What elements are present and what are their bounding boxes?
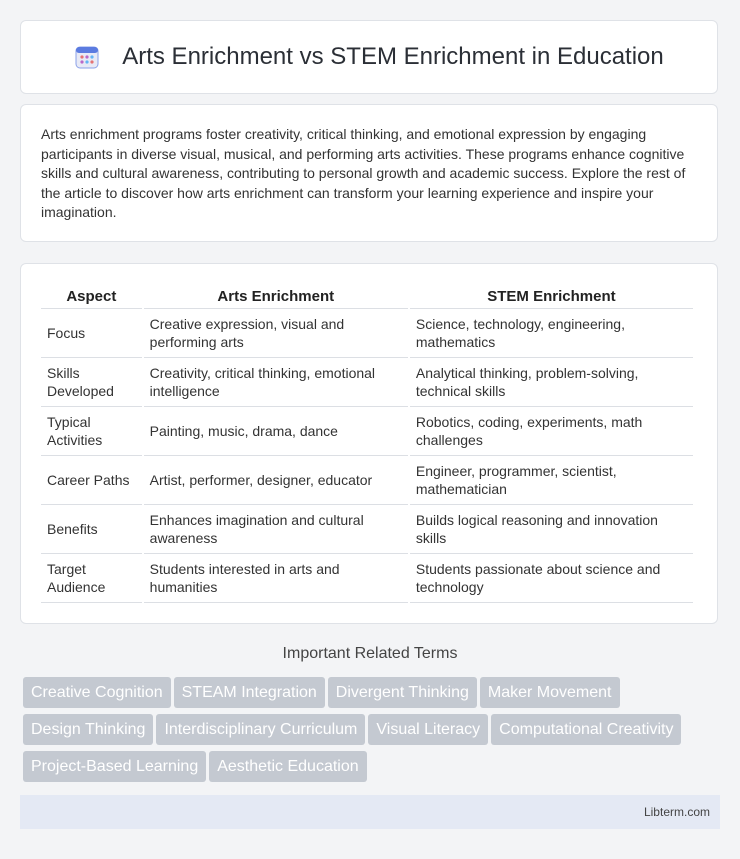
cell-aspect: Typical Activities [41, 407, 142, 456]
term-tag[interactable]: Maker Movement [480, 677, 620, 708]
term-tag[interactable]: Divergent Thinking [328, 677, 477, 708]
cell-aspect: Focus [41, 309, 142, 358]
term-tag[interactable]: STEAM Integration [174, 677, 325, 708]
header-stem: STEM Enrichment [410, 284, 693, 309]
cell-stem: Students passionate about science and technology [410, 554, 693, 603]
cell-aspect: Skills Developed [41, 358, 142, 407]
cell-arts: Creativity, critical thinking, emotional intelligence [144, 358, 408, 407]
header-arts: Arts Enrichment [144, 284, 408, 309]
cell-arts: Students interested in arts and humanities [144, 554, 408, 603]
term-tag[interactable]: Visual Literacy [368, 714, 488, 745]
cell-aspect: Career Paths [41, 456, 142, 505]
page-title [74, 43, 664, 71]
cell-stem: Analytical thinking, problem-solving, technical skills [410, 358, 693, 407]
table-row [41, 358, 693, 407]
cell-arts: Artist, performer, designer, educator [144, 456, 408, 505]
term-tag[interactable]: Creative Cognition [23, 677, 171, 708]
term-tag[interactable]: Interdisciplinary Curriculum [156, 714, 365, 745]
term-tag[interactable]: Aesthetic Education [209, 751, 366, 782]
cell-aspect: Benefits [41, 505, 142, 554]
calendar-icon [74, 44, 100, 70]
table-row [41, 407, 693, 456]
comparison-table [39, 284, 695, 603]
term-tag[interactable]: Project-Based Learning [23, 751, 206, 782]
footer [20, 795, 720, 829]
related-terms-title: Important Related Terms [282, 645, 458, 662]
table-row [41, 554, 693, 603]
table-row [41, 505, 693, 554]
table-row [41, 309, 693, 358]
title-card [20, 20, 718, 94]
table-row [41, 456, 693, 505]
intro-paragraph: Arts enrichment programs foster creativity, critical thinking, and emotional expression by engaging participants in diverse visual, musical, and performing arts activities. These programs enhance cognitive skills and cultural awareness, contributing to personal growth and academic success. Explore the rest of the article to discover how arts enrichment can transform your learning experience and inspire your imagination. [41, 126, 686, 221]
cell-arts: Painting, music, drama, dance [144, 407, 408, 456]
cell-aspect: Target Audience [41, 554, 142, 603]
cell-stem: Science, technology, engineering, mathematics [410, 309, 693, 358]
related-terms-list [23, 677, 723, 788]
footer-site-link[interactable]: Libterm.com [643, 805, 710, 819]
page-title-text: Arts Enrichment vs STEM Enrichment in Education [122, 43, 664, 70]
cell-stem: Builds logical reasoning and innovation skills [410, 505, 693, 554]
intro-card [20, 104, 718, 242]
cell-stem: Engineer, programmer, scientist, mathematician [410, 456, 693, 505]
header-aspect: Aspect [41, 284, 142, 309]
term-tag[interactable]: Computational Creativity [491, 714, 681, 745]
comparison-card [20, 263, 718, 624]
table-header-row [41, 284, 693, 309]
cell-arts: Creative expression, visual and performing arts [144, 309, 408, 358]
term-tag[interactable]: Design Thinking [23, 714, 153, 745]
cell-stem: Robotics, coding, experiments, math challenges [410, 407, 693, 456]
cell-arts: Enhances imagination and cultural awareness [144, 505, 408, 554]
